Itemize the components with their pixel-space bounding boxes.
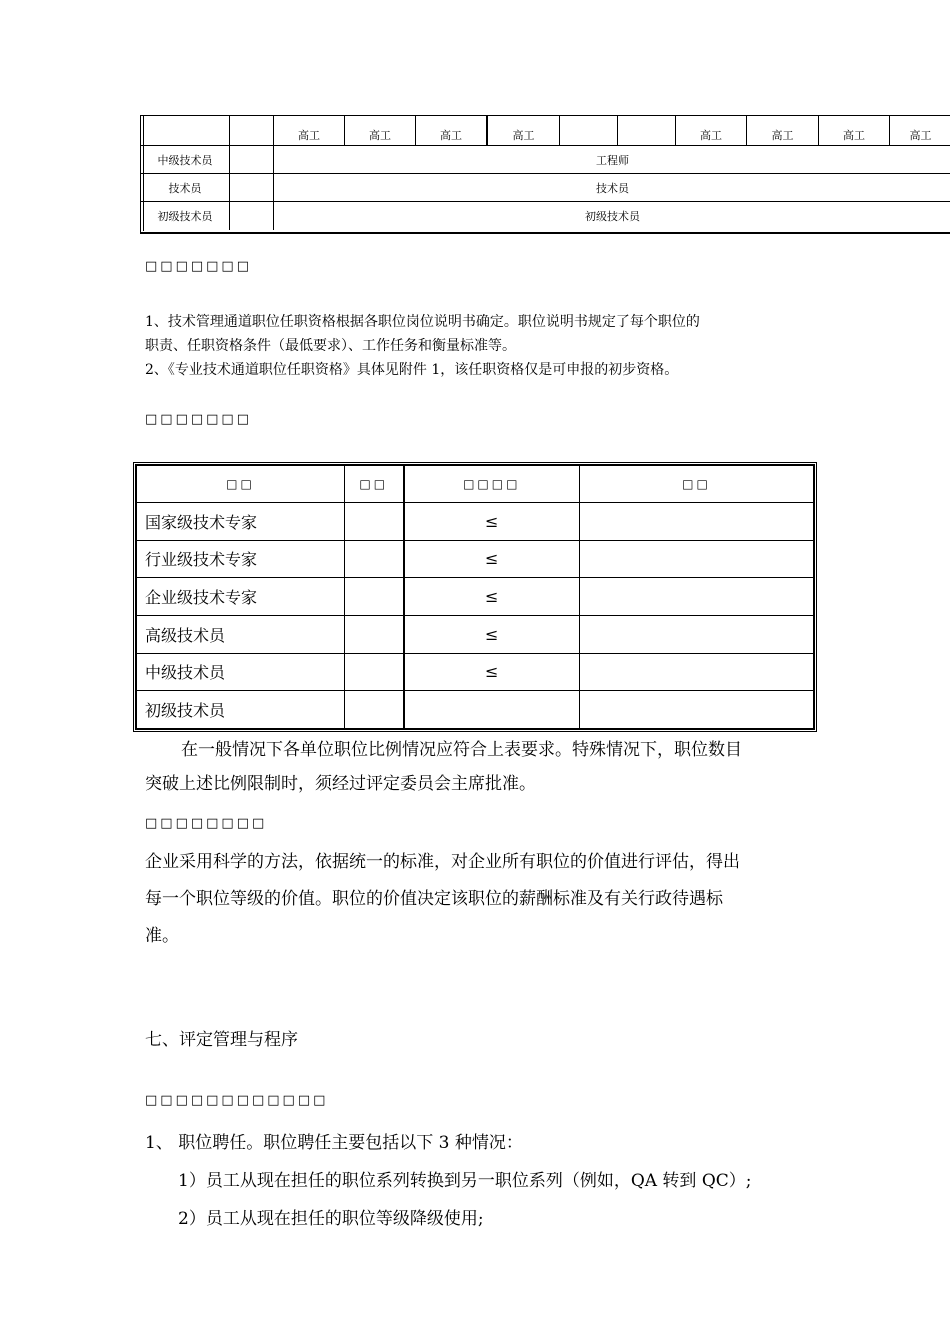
text-line: 突破上述比例限制时，须经过评定委员会主席批准。 (145, 774, 536, 794)
section-title: 七、评定管理与程序 (145, 1030, 298, 1050)
table-row (137, 653, 814, 691)
position-name: 行业级技术专家 (137, 540, 345, 578)
ratio-cell: ≤ (404, 540, 580, 578)
row-label: 中级技术员 (141, 146, 230, 174)
row-value: 初级技术员 (585, 210, 640, 223)
table-row (137, 540, 814, 578)
text-line: 企业采用科学的方法，依据统一的标准，对企业所有职位的价值进行评估，得出 (145, 852, 740, 872)
table-row (137, 503, 814, 541)
table-cell (580, 540, 814, 578)
list-item: 2）员工从现在担任的职位等级降级使用; (178, 1209, 484, 1229)
row-value: 工程师 (274, 146, 950, 174)
row-label: 技术员 (141, 174, 230, 202)
table-cell (580, 503, 814, 541)
table-cell (580, 578, 814, 616)
table-cell (230, 174, 274, 202)
table-cell: 高工 (890, 116, 950, 146)
table-cell: 高工 (274, 116, 345, 146)
text-line: 2、《专业技术通道职位任职资格》具体见附件 1，该任职资格仅是可申报的初步资格。 (145, 362, 679, 378)
table-cell (230, 116, 274, 146)
table-cell (345, 691, 404, 729)
paragraph (145, 733, 825, 801)
text-line: 准。 (145, 926, 179, 946)
table-header: □□□□ (404, 466, 580, 503)
ratio-cell (404, 691, 580, 729)
table-cell: 高工 (676, 116, 747, 146)
table-header: □□ (345, 466, 404, 503)
table-cell: 高工 (747, 116, 819, 146)
table-cell (580, 691, 814, 729)
row-label: 初级技术员 (141, 202, 230, 230)
text-line: 每一个职位等级的价值。职位的价值决定该职位的薪酬标准及有关行政待遇标 (145, 889, 723, 909)
position-name: 高级技术员 (137, 615, 345, 653)
ratio-cell: ≤ (404, 615, 580, 653)
paragraph (145, 310, 825, 382)
table-cell (580, 653, 814, 691)
paragraph (145, 844, 825, 955)
table-cell (230, 202, 274, 230)
table-header: □□ (580, 466, 814, 503)
text-line: 1、技术管理通道职位任职资格根据各职位岗位说明书确定。职位说明书规定了每个职位的 (145, 314, 700, 330)
table-border (143, 115, 144, 231)
section-heading: □□□□□□□ (145, 412, 252, 427)
table-cell (345, 653, 404, 691)
position-name: 企业级技术专家 (137, 578, 345, 616)
section-heading: □□□□□□□□□□□□ (145, 1093, 329, 1108)
section-heading: □□□□□□□□ (145, 816, 268, 831)
table-cell (560, 116, 618, 146)
table-cell: 高工 (488, 116, 560, 146)
table-cell (345, 578, 404, 616)
table-cell: 高工 (345, 116, 416, 146)
table-row (137, 615, 814, 653)
position-name: 中级技术员 (137, 653, 345, 691)
table-cell (580, 615, 814, 653)
grade-mapping-table (140, 115, 950, 234)
table-cell (345, 540, 404, 578)
table-cell (230, 146, 274, 174)
table-cell: 高工 (819, 116, 890, 146)
section-heading: □□□□□□□ (145, 259, 252, 274)
row-value: 技术员 (274, 174, 950, 202)
text-line: 在一般情况下各单位职位比例情况应符合上表要求。特殊情况下，职位数目 (181, 740, 742, 760)
table-row (137, 578, 814, 616)
position-name: 初级技术员 (137, 691, 345, 729)
table-header: □□ (137, 466, 345, 503)
list-item: 1）员工从现在担任的职位系列转换到另一职位系列（例如，QA 转到 QC）; (178, 1171, 752, 1191)
ratio-cell: ≤ (404, 653, 580, 691)
ratio-cell: ≤ (404, 578, 580, 616)
table-cell (345, 615, 404, 653)
table-cell: 高工 (416, 116, 488, 146)
ratio-cell: ≤ (404, 503, 580, 541)
position-ratio-table (133, 462, 817, 732)
text-line: 职责、任职资格条件（最低要求）、工作任务和衡量标准等。 (145, 338, 516, 354)
position-name: 国家级技术专家 (137, 503, 345, 541)
table-cell (141, 116, 230, 146)
list-item: 1、 职位聘任。职位聘任主要包括以下 3 种情况： (145, 1133, 523, 1153)
table-row (137, 691, 814, 729)
table-cell (618, 116, 676, 146)
table-cell (345, 503, 404, 541)
